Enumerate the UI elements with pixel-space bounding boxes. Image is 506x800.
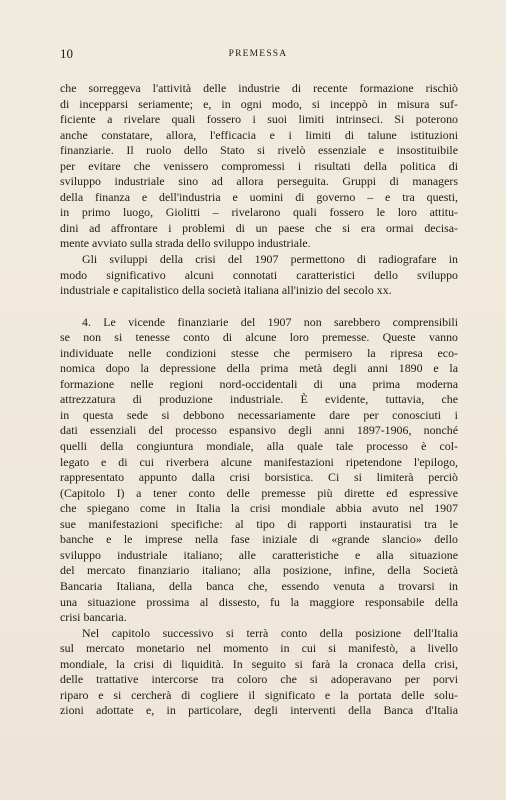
running-head: PREMESSA: [228, 49, 288, 59]
text-line: crisi bancaria.: [60, 610, 127, 625]
text-line: mente avviato sulla strada dello sviluppo industriale.: [60, 236, 311, 251]
text-line: sviluppo industriale italiano; alle caratteristiche e alla situazione: [60, 547, 458, 562]
paragraph-1: [60, 81, 458, 252]
text-line: formazione nelle regioni nord-occidentali di una prima moderna: [60, 376, 458, 391]
section-gap: [60, 299, 458, 315]
text-line: che spiegano come in Italia la crisi mondiale abbia avuto nel 1907: [60, 501, 458, 516]
text-line: (Capitolo I) a tener conto delle premesse più dirette ed espressive: [60, 485, 458, 500]
text-line: se non si tenesse conto di alcune loro premesse. Queste vanno: [60, 330, 458, 345]
text-line: anche constatare, allora, l'efficacia e i limiti di talune istituzioni: [60, 127, 458, 142]
text-line: per evitare che venissero compromessi i risultati della politica di: [60, 158, 458, 173]
page-header: [60, 46, 456, 62]
text-line: attrezzatura di produzione industriale. È evidente, tuttavia, che: [60, 392, 458, 407]
text-line: mondiale, la crisi di liquidità. In seguito si farà la cronaca della crisi,: [60, 656, 458, 671]
text-line: 4. Le vicende finanziarie del 1907 non sarebbero comprensibili: [82, 314, 458, 329]
paragraph-4: [60, 626, 458, 719]
text-line: della finanza e dell'industria e uomini di governo – e tra questi,: [60, 189, 458, 204]
text-line: rappresentato appunto dalla crisi borsistica. Ci si limiterà perciò: [60, 470, 458, 485]
text-line: individuate nelle condizioni stesse che permisero la ripresa eco-: [60, 345, 458, 360]
text-line: dini ad affrontare i problemi di un paese che si era ormai decisa-: [60, 220, 458, 235]
text-line: sue manifestazioni specifiche: al tipo di rapporti instauratisi tra le: [60, 516, 458, 531]
text-line: Nel capitolo successivo si terrà conto della posizione dell'Italia: [82, 625, 458, 640]
text-line: sul mercato monetario nel momento in cui si manifestò, a livello: [60, 641, 458, 656]
text-line: legato e di cui riverbera alcune manifestazioni ripetendone l'epilogo,: [60, 454, 458, 469]
text-line: in questa sede si debbono necessariamente dare per conosciuti i: [60, 407, 458, 422]
body-text: [60, 81, 458, 719]
paragraph-3: [60, 315, 458, 626]
text-line: finanziarie. Il ruolo dello Stato si rivelò essenziale e insostituibile: [60, 143, 458, 158]
text-line: in primo luogo, Giolitti – rivelarono quali fossero le loro attitu-: [60, 205, 458, 220]
text-line: Gli sviluppi della crisi del 1907 permettono di radiografare in: [82, 252, 458, 267]
text-line: che sorreggeva l'attività delle industrie di recente formazione rischiò: [60, 81, 458, 95]
text-line: riparo e si cercherà di cogliere il significato e la portata delle solu-: [60, 687, 458, 702]
text-line: modo significativo alcuni connotati caratteristici dello sviluppo: [60, 267, 458, 282]
text-line: una situazione prossima al dissesto, fu la maggiore responsabile della: [60, 594, 458, 609]
text-line: del mercato finanziario italiano; alla posizione, infine, della Società: [60, 563, 458, 578]
text-line: banche e le imprese nella fase iniziale di «grande slancio» dello: [60, 532, 458, 547]
text-line: zioni adottate e, in particolare, degli interventi della Banca d'Italia: [60, 703, 458, 718]
text-line: sviluppo industriale sino ad allora perseguita. Gruppi di managers: [60, 174, 458, 189]
page-number: 10: [60, 46, 73, 61]
text-line: industriale e capitalistico della società italiana all'inizio del secolo xx.: [60, 283, 392, 298]
text-line: nomica dopo la depressione della prima metà degli anni 1890 e la: [60, 361, 458, 376]
text-line: dati essenziali del processo espansivo degli anni 1897-1906, nonché: [60, 423, 458, 438]
text-line: di incepparsi seriamente; e, in ogni modo, si inceppò in misura suf-: [60, 96, 458, 111]
text-line: Bancaria Italiana, della banca che, essendo venuta a trovarsi in: [60, 578, 458, 593]
text-line: delle trattative intercorse tra coloro che si adoperavano per porvi: [60, 672, 458, 687]
text-line: quelli della congiuntura mondiale, alla quale tale processo è col-: [60, 439, 458, 454]
paragraph-2: [60, 252, 458, 299]
text-line: ficiente a rivelare quali fossero i suoi limiti intrinseci. Si poterono: [60, 112, 458, 127]
